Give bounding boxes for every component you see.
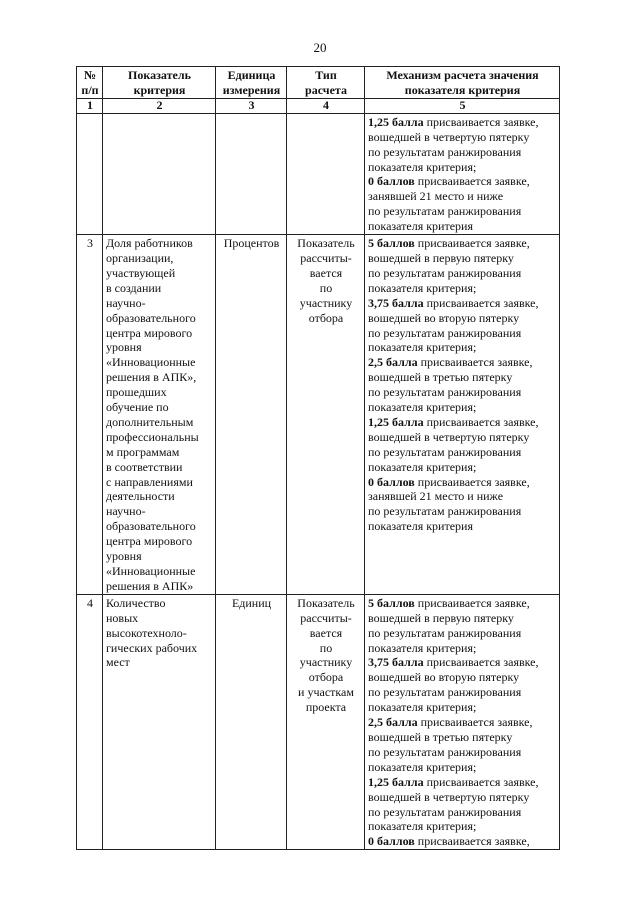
calc-type-line: рассчиты-	[300, 610, 352, 625]
mechanism-line: показателя критерия	[368, 219, 473, 234]
indicator-line: м программам	[106, 444, 180, 459]
mechanism-line: 1,25 балла присваивается заявке,	[368, 414, 539, 429]
mechanism-line: вошедшей в первую пятерку	[368, 610, 514, 625]
calc-type-line: по	[319, 640, 333, 655]
cell-number	[77, 113, 103, 234]
mechanism-line: 0 баллов присваивается заявке,	[368, 834, 530, 849]
criteria-table	[76, 66, 560, 850]
table-row	[77, 235, 560, 595]
mechanism-line: вошедшей в третью пятерку	[368, 370, 513, 385]
calc-type-line: рассчиты-	[300, 250, 352, 265]
mechanism-line: 0 баллов присваивается заявке,	[368, 174, 530, 189]
cell-mechanism	[365, 113, 560, 234]
column-number: 1	[77, 98, 103, 113]
score-value: 5 баллов	[368, 595, 415, 610]
indicator-line: научно-	[106, 295, 146, 310]
indicator-line: научно-	[106, 504, 146, 519]
mechanism-line: показателя критерия	[368, 519, 473, 534]
mechanism-line: по результатам ранжирования	[368, 144, 522, 159]
mechanism-line: занявшей 21 место и ниже	[368, 189, 504, 204]
mechanism-line: 0 баллов присваивается заявке,	[368, 474, 530, 489]
mechanism-line: 3,75 балла присваивается заявке,	[368, 655, 539, 670]
score-value: 5 баллов	[368, 236, 415, 251]
mechanism-line: показателя критерия;	[368, 640, 477, 655]
score-value: 2,5 балла	[368, 355, 418, 370]
indicator-line: уровня	[106, 340, 142, 355]
header-calc-type: Тип расчета	[287, 67, 365, 99]
indicator-line: образовательного	[106, 310, 196, 325]
mechanism-line: по результатам ранжирования	[368, 265, 522, 280]
indicator-line: организации,	[106, 250, 174, 265]
mechanism-line: показателя критерия;	[368, 819, 477, 834]
score-value: 1,25 балла	[368, 114, 424, 129]
mechanism-line: 3,75 балла присваивается заявке,	[368, 295, 539, 310]
calc-type-line: участнику	[299, 655, 353, 670]
indicator-line: мест	[106, 655, 130, 670]
mechanism-line: вошедшей во вторую пятерку	[368, 670, 520, 685]
calc-type-line: вается	[309, 265, 343, 280]
score-value: 0 баллов	[368, 834, 415, 849]
mechanism-line: показателя критерия;	[368, 400, 477, 415]
table-row	[77, 113, 560, 234]
header-unit: Единица измерения	[216, 67, 287, 99]
calc-type-line: отбора	[308, 310, 344, 325]
indicator-line: «Инновационные	[106, 355, 196, 370]
cell-indicator	[103, 594, 216, 849]
header-number: № п/п	[77, 67, 103, 99]
indicator-line: с направлениями	[106, 474, 193, 489]
calc-type-line: Показатель	[297, 236, 355, 251]
indicator-line: образовательного	[106, 519, 196, 534]
cell-mechanism	[365, 594, 560, 849]
indicator-line: центра мирового	[106, 534, 193, 549]
mechanism-line: по результатам ранжирования	[368, 444, 522, 459]
mechanism-line: по результатам ранжирования	[368, 804, 522, 819]
mechanism-line: по результатам ранжирования	[368, 504, 522, 519]
indicator-line: высокотехноло-	[106, 625, 187, 640]
mechanism-line: 5 баллов присваивается заявке,	[368, 236, 530, 251]
cell-mechanism	[365, 235, 560, 595]
indicator-line: центра мирового	[106, 325, 193, 340]
indicator-line: Количество	[106, 595, 166, 610]
score-value: 0 баллов	[368, 174, 415, 189]
indicator-line: в создании	[106, 280, 162, 295]
mechanism-line: вошедшей во вторую пятерку	[368, 310, 520, 325]
score-value: 1,25 балла	[368, 414, 424, 429]
indicator-line: уровня	[106, 549, 142, 564]
column-number: 3	[216, 98, 287, 113]
mechanism-line: вошедшей в четвертую пятерку	[368, 129, 530, 144]
mechanism-line: 2,5 балла присваивается заявке,	[368, 715, 533, 730]
cell-calc-type	[287, 113, 365, 234]
indicator-line: дополнительным	[106, 414, 194, 429]
score-value: 3,75 балла	[368, 295, 424, 310]
score-value: 1,25 балла	[368, 774, 424, 789]
mechanism-line: показателя критерия;	[368, 340, 477, 355]
calc-type-line: проекта	[305, 700, 347, 715]
mechanism-line: по результатам ранжирования	[368, 625, 522, 640]
mechanism-line: 1,25 балла присваивается заявке,	[368, 114, 539, 129]
calc-type-line: отбора	[308, 670, 344, 685]
mechanism-line: вошедшей в четвертую пятерку	[368, 429, 530, 444]
mechanism-line: показателя критерия;	[368, 159, 477, 174]
indicator-line: деятельности	[106, 489, 175, 504]
page-number: 20	[313, 40, 327, 55]
column-number-row	[77, 98, 560, 113]
calc-type-line: вается	[309, 625, 343, 640]
indicator-line: профессиональны	[106, 429, 199, 444]
header-indicator: Показатель критерия	[103, 67, 216, 99]
mechanism-line: по результатам ранжирования	[368, 744, 522, 759]
column-number: 4	[287, 98, 365, 113]
mechanism-line: занявшей 21 место и ниже	[368, 489, 504, 504]
cell-indicator	[103, 113, 216, 234]
table-row	[77, 594, 560, 849]
calc-type-line: участнику	[299, 295, 353, 310]
indicator-line: в соответствии	[106, 459, 183, 474]
cell-indicator	[103, 235, 216, 595]
mechanism-line: показателя критерия;	[368, 700, 477, 715]
mechanism-line: по результатам ранжирования	[368, 385, 522, 400]
cell-unit: Процентов	[216, 235, 287, 595]
table-header-row	[77, 67, 560, 99]
mechanism-line: вошедшей в четвертую пятерку	[368, 789, 530, 804]
mechanism-line: 5 баллов присваивается заявке,	[368, 595, 530, 610]
mechanism-line: вошедшей в третью пятерку	[368, 729, 513, 744]
mechanism-line: по результатам ранжирования	[368, 204, 522, 219]
score-value: 3,75 балла	[368, 655, 424, 670]
column-number: 2	[103, 98, 216, 113]
indicator-line: обучение по	[106, 400, 169, 415]
header-mechanism: Механизм расчета значения показателя критерия	[365, 67, 560, 99]
mechanism-line: 2,5 балла присваивается заявке,	[368, 355, 533, 370]
indicator-line: решения в АПК»	[106, 578, 194, 593]
calc-type-line: и участкам	[298, 685, 354, 700]
indicator-line: гических рабочих	[106, 640, 198, 655]
score-value: 0 баллов	[368, 474, 415, 489]
calc-type-line: Показатель	[297, 595, 355, 610]
indicator-line: Доля работников	[106, 236, 193, 251]
cell-number: 3	[77, 235, 103, 595]
cell-calc-type	[287, 235, 365, 595]
mechanism-line: 1,25 балла присваивается заявке,	[368, 774, 539, 789]
mechanism-line: показателя критерия;	[368, 280, 477, 295]
mechanism-line: вошедшей в первую пятерку	[368, 250, 514, 265]
cell-unit: Единиц	[216, 594, 287, 849]
indicator-line: прошедших	[106, 385, 167, 400]
mechanism-line: по результатам ранжирования	[368, 325, 522, 340]
mechanism-line: показателя критерия;	[368, 759, 477, 774]
mechanism-line: показателя критерия;	[368, 459, 477, 474]
indicator-line: новых	[106, 610, 139, 625]
indicator-line: участвующей	[106, 265, 176, 280]
cell-calc-type	[287, 594, 365, 849]
cell-unit	[216, 113, 287, 234]
indicator-line: «Инновационные	[106, 564, 196, 578]
calc-type-line: по	[319, 280, 333, 295]
cell-number: 4	[77, 594, 103, 849]
score-value: 2,5 балла	[368, 715, 418, 730]
column-number: 5	[365, 98, 560, 113]
indicator-line: решения в АПК»,	[106, 370, 197, 385]
mechanism-line: по результатам ранжирования	[368, 685, 522, 700]
